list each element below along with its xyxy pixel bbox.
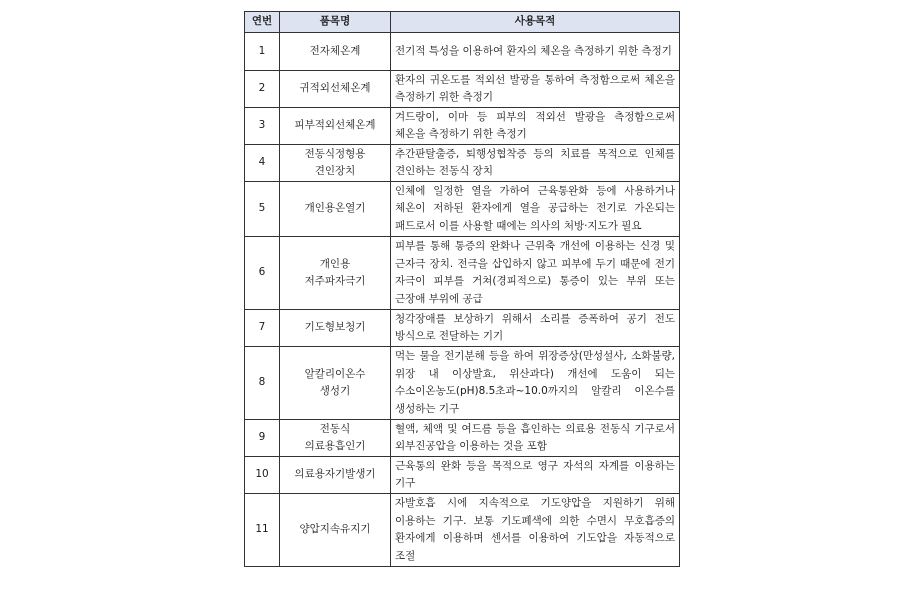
row-number: 5 xyxy=(245,182,280,237)
item-name xyxy=(280,145,391,182)
item-name xyxy=(280,494,391,567)
usage-purpose: 피부를 통해 통증의 완화나 근위축 개선에 이용하는 신경 및 근자극 장치. 전극을 삽입하지 않고 피부에 두기 때문에 전기 자극이 피부를 거쳐(경피적으로) 통증이 있는 부위 또는 근장애 부위에 공급 xyxy=(391,237,680,310)
table-row xyxy=(245,71,680,108)
usage-purpose: 전기적 특성을 이용하여 환자의 체온을 측정하기 위한 측정기 xyxy=(391,33,680,71)
usage-purpose: 자발호흡 시에 지속적으로 기도양압을 지원하기 위해 이용하는 기구. 보통 기도폐색에 의한 수면시 무호흡증의 환자에게 이용하며 센서를 이용하여 기도압을 자동적으로 조절 xyxy=(391,494,680,567)
row-number: 2 xyxy=(245,71,280,108)
table-row xyxy=(245,457,680,494)
item-name xyxy=(280,347,391,420)
usage-purpose: 먹는 물을 전기분해 등을 하여 위장증상(만성설사, 소화불량, 위장 내 이상발효, 위산과다) 개선에 도움이 되는 수소이온농도(pH)8.5초과~10.0까지의 알칼리 이온수를 생성하는 기구 xyxy=(391,347,680,420)
item-name-line: 피부적외선체온계 xyxy=(294,119,376,132)
row-number: 9 xyxy=(245,420,280,457)
item-name-line: 기도형보청기 xyxy=(304,321,366,334)
item-name-line: 의료용흡인기 xyxy=(304,440,366,452)
item-name-line: 전동식 xyxy=(319,422,351,435)
item-name-line: 저주파자극기 xyxy=(304,275,366,287)
usage-purpose: 청각장애를 보상하기 위해서 소리를 증폭하여 공기 전도 방식으로 전달하는 기기 xyxy=(391,310,680,347)
item-name xyxy=(280,108,391,145)
usage-purpose: 혈액, 체액 및 여드름 등을 흡인하는 의료용 전동식 기구로서 외부진공압을 이용하는 것을 포함 xyxy=(391,420,680,457)
table-row xyxy=(245,347,680,420)
table-row xyxy=(245,494,680,567)
table-row xyxy=(245,33,680,71)
item-name xyxy=(280,310,391,347)
row-number: 8 xyxy=(245,347,280,420)
usage-purpose: 인체에 일정한 열을 가하여 근육통완화 등에 사용하거나 체온이 저하된 환자에게 열을 공급하는 전기로 가온되는 패드로서 이를 사용할 때에는 의사의 처방·지도가 필요 xyxy=(391,182,680,237)
item-name-line: 개인용 xyxy=(319,257,351,270)
item-name xyxy=(280,71,391,108)
row-number: 3 xyxy=(245,108,280,145)
row-number: 11 xyxy=(245,494,280,567)
row-number: 10 xyxy=(245,457,280,494)
item-name-line: 양압지속유지기 xyxy=(299,523,371,536)
row-number: 7 xyxy=(245,310,280,347)
medical-device-table xyxy=(244,11,680,567)
item-name-line: 전동식정형용 xyxy=(304,147,366,160)
table-row xyxy=(245,237,680,310)
row-number: 6 xyxy=(245,237,280,310)
item-name xyxy=(280,33,391,71)
header-item-name: 품목명 xyxy=(280,12,391,33)
usage-purpose: 추간판탈출증, 퇴행성협착증 등의 치료를 목적으로 인체를 견인하는 전동식 장치 xyxy=(391,145,680,182)
usage-purpose: 근육통의 완화 등을 목적으로 영구 자석의 자계를 이용하는 기구 xyxy=(391,457,680,494)
item-name-line: 귀적외선체온계 xyxy=(299,82,371,95)
table-row xyxy=(245,310,680,347)
item-name xyxy=(280,182,391,237)
table-row xyxy=(245,108,680,145)
item-name-line: 알칼리이온수 xyxy=(304,367,366,380)
item-name-line: 견인장치 xyxy=(314,165,356,177)
item-name-line: 개인용온열기 xyxy=(304,202,366,215)
row-number: 4 xyxy=(245,145,280,182)
usage-purpose: 겨드랑이, 이마 등 피부의 적외선 발광을 측정함으로써 체온을 측정하기 위한 측정기 xyxy=(391,108,680,145)
header-purpose: 사용목적 xyxy=(391,12,680,33)
table-body xyxy=(245,33,680,567)
item-name xyxy=(280,457,391,494)
header-row xyxy=(245,12,680,33)
item-name xyxy=(280,420,391,457)
item-name xyxy=(280,237,391,310)
table-row xyxy=(245,182,680,237)
header-no: 연번 xyxy=(245,12,280,33)
row-number: 1 xyxy=(245,33,280,71)
item-name-line: 의료용자기발생기 xyxy=(294,468,376,481)
table-row xyxy=(245,145,680,182)
item-name-line: 전자체온계 xyxy=(309,44,361,57)
usage-purpose: 환자의 귀온도를 적외선 발광을 통하여 측정함으로써 체온을 측정하기 위한 측정기 xyxy=(391,71,680,108)
table-row xyxy=(245,420,680,457)
item-name-line: 생성기 xyxy=(319,385,351,397)
